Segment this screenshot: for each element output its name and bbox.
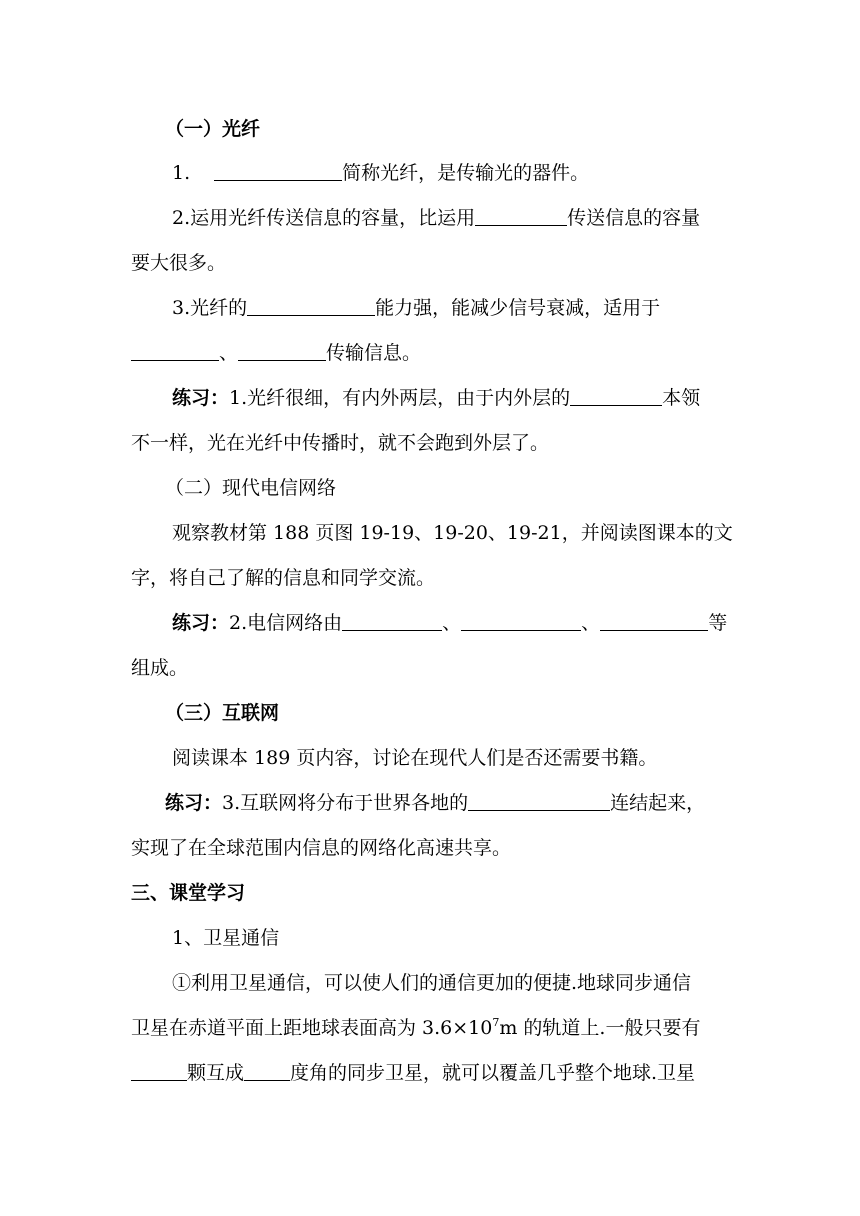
question-2-line1: 2.运用光纤传送信息的容量，比运用 传送信息的容量 <box>172 207 701 229</box>
answer-blank[interactable] <box>468 792 610 811</box>
paragraph-line1: ①利用卫星通信，可以使人们的通信更加的便捷.地球同步通信 <box>172 972 692 994</box>
answer-blank[interactable] <box>475 207 567 226</box>
exercise-3-line2: 实现了在全球范围内信息的网络化高速共享。 <box>131 837 512 859</box>
question-1: 1. 简称光纤，是传输光的器件。 <box>172 162 590 184</box>
question-2-line2: 要大很多。 <box>131 252 227 274</box>
answer-blank[interactable] <box>600 612 708 631</box>
exercise-2-line2: 组成。 <box>131 657 189 679</box>
paragraph-line3: 颗互成 度角的同步卫星，就可以覆盖几乎整个地球.卫星 <box>131 1060 731 1086</box>
observe-line2: 字，将自己了解的信息和同学交流。 <box>131 567 436 589</box>
section-internet-title: （三）互联网 <box>165 702 280 724</box>
answer-blank[interactable] <box>570 387 662 406</box>
reading-instruction: 阅读课本 189 页内容，讨论在现代人们是否还需要书籍。 <box>172 747 658 769</box>
answer-blank[interactable] <box>342 612 442 631</box>
exercise-3-line1: 练习：3.互联网将分布于世界各地的 连结起来， <box>165 792 706 814</box>
paragraph-line2: 卫星在赤道平面上距地球表面高为 $3.6\times 10^7m$ 的轨道上.一般只要有 <box>131 1016 701 1039</box>
answer-blank[interactable] <box>214 162 342 181</box>
exercise-2-line1: 练习：2.电信网络由 、 、 等 <box>172 612 728 634</box>
answer-blank[interactable] <box>244 1062 290 1081</box>
answer-blank[interactable] <box>238 342 326 361</box>
observe-line1: 观察教材第 188 页图 19-19、19-20、19-21，并阅读图课本的文 <box>172 522 733 544</box>
section-telecom-title: （二）现代电信网络 <box>165 477 337 499</box>
answer-blank[interactable] <box>131 342 219 361</box>
satellite-title: 1、卫星通信 <box>172 927 280 949</box>
question-3-line1: 3.光纤的 能力强，能减少信号衰减，适用于 <box>172 297 661 319</box>
section-fiber-title: （一）光纤 <box>165 118 261 140</box>
part-classroom-title: 三、课堂学习 <box>131 882 246 904</box>
answer-blank[interactable] <box>461 612 581 631</box>
answer-blank[interactable] <box>247 297 375 316</box>
question-3-line2: 、 传输信息。 <box>131 340 731 366</box>
exercise-1-line2: 不一样，光在光纤中传播时，就不会跑到外层了。 <box>131 432 550 454</box>
exercise-1-line1: 练习：1.光纤很细，有内外两层，由于内外层的 本领 <box>172 387 701 409</box>
answer-blank[interactable] <box>131 1062 187 1081</box>
